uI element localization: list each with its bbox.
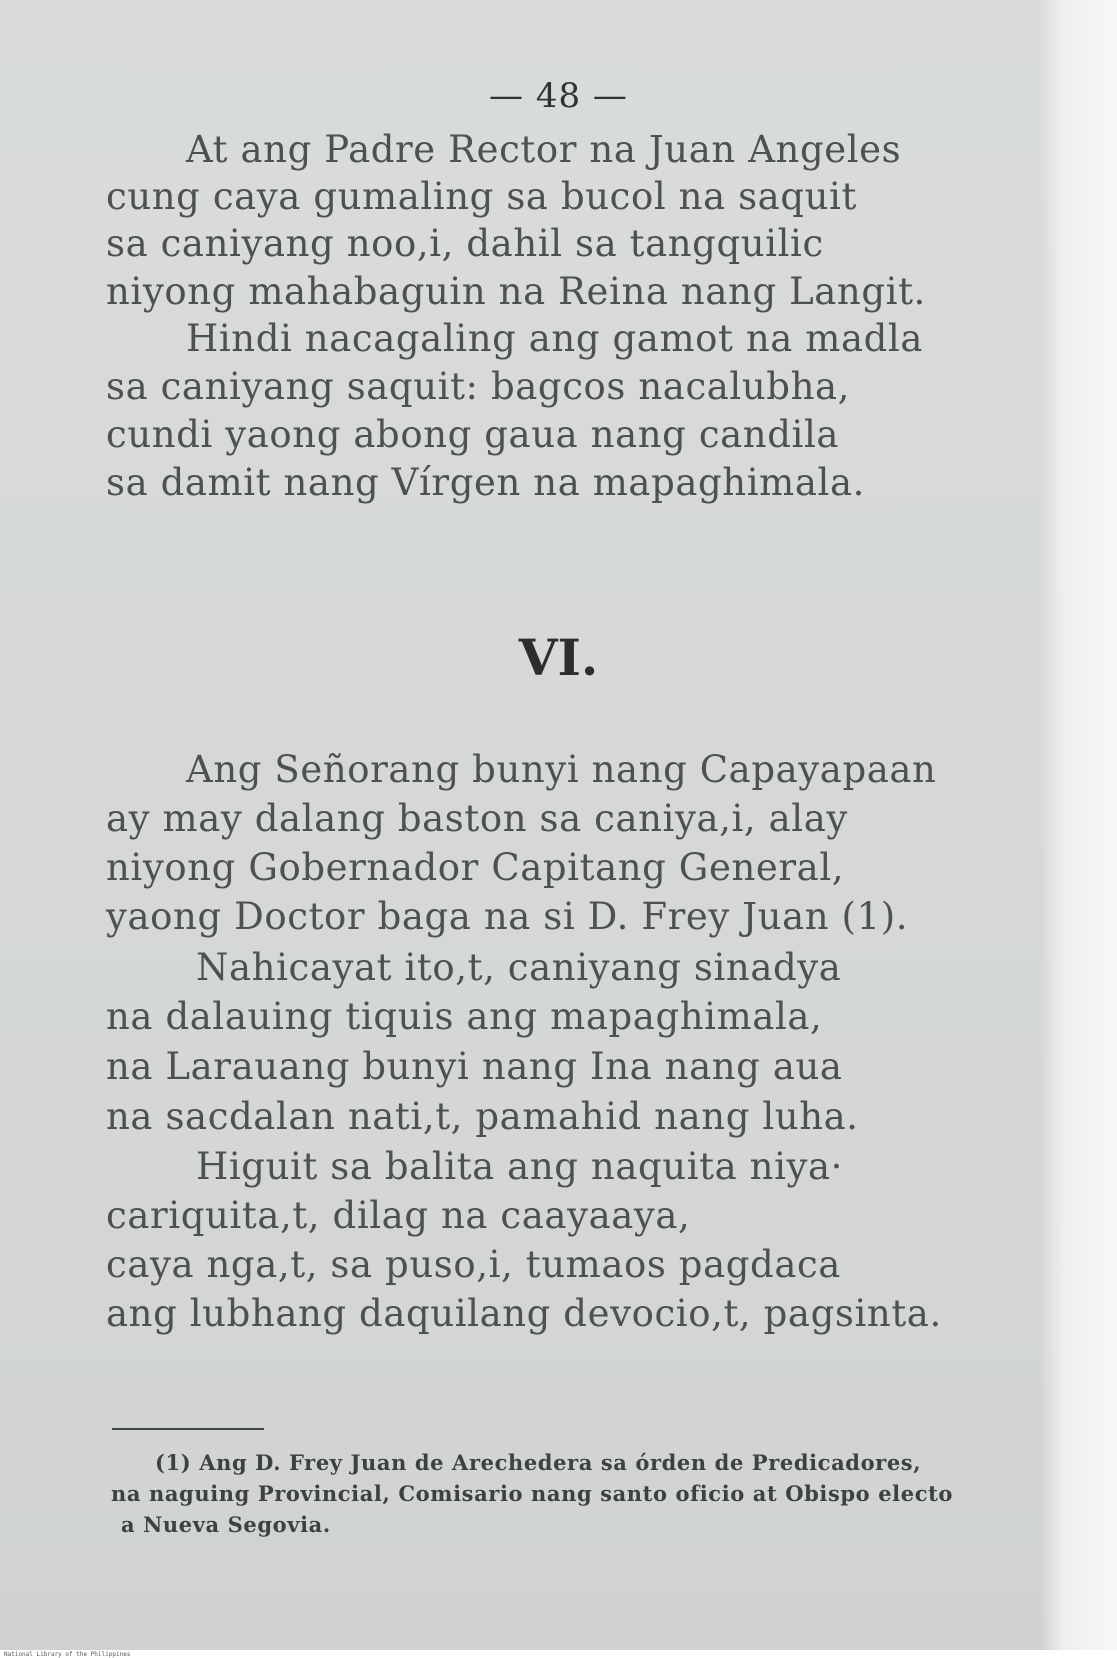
footnote-divider [112,1428,264,1430]
verse-line: niyong Gobernador Capitang General, [106,846,845,889]
verse-line: na Larauang bunyi nang Ina nang aua [106,1045,843,1088]
verse-line: yaong Doctor baga na si D. Frey Juan (1). [106,895,909,938]
footnote-line: (1) Ang D. Frey Juan de Arechedera sa órden de Predicadores, [155,1450,922,1475]
verse-line: cundi yaong abong gaua nang candila [106,413,840,456]
verse-line: ay may dalang baston sa caniya,i, alay [106,797,848,840]
verse-line: sa caniyang noo,i, dahil sa tangquilic [106,222,824,265]
verse-line: Nahicayat ito,t, caniyang sinadya [196,946,842,989]
verse-line: sa damit nang Vírgen na mapaghimala. [106,461,865,504]
section-heading: VI. [518,628,599,687]
verse-line: At ang Padre Rector na Juan Angeles [186,128,902,171]
verse-line: sa caniyang saquit: bagcos nacalubha, [106,365,851,408]
footnote-line: na naguing Provincial, Comisario nang santo oficio at Obispo electo [111,1481,953,1506]
verse-line: ang lubhang daquilang devocio,t, pagsinta. [106,1292,942,1335]
footnote-line: a Nueva Segovia. [121,1512,331,1537]
library-watermark: National Library of the Philippines [4,1651,131,1658]
verse-line: cung caya gumaling sa bucol na saquit [106,175,857,218]
verse-line: cariquita,t, dilag na caayaaya, [106,1194,691,1237]
verse-line: caya nga,t, sa puso,i, tumaos pagdaca [106,1243,841,1286]
verse-line: Higuit sa balita ang naquita niya· [196,1145,844,1188]
verse-line: Hindi nacagaling ang gamot na madla [186,317,924,360]
page-number: — 48 — [489,76,628,116]
verse-line: Ang Señorang bunyi nang Capayapaan [186,748,937,791]
verse-line: niyong mahabaguin na Reina nang Langit. [106,270,926,313]
verse-line: na sacdalan nati,t, pamahid nang luha. [106,1095,859,1138]
verse-line: na dalauing tiquis ang mapaghimala, [106,995,823,1038]
